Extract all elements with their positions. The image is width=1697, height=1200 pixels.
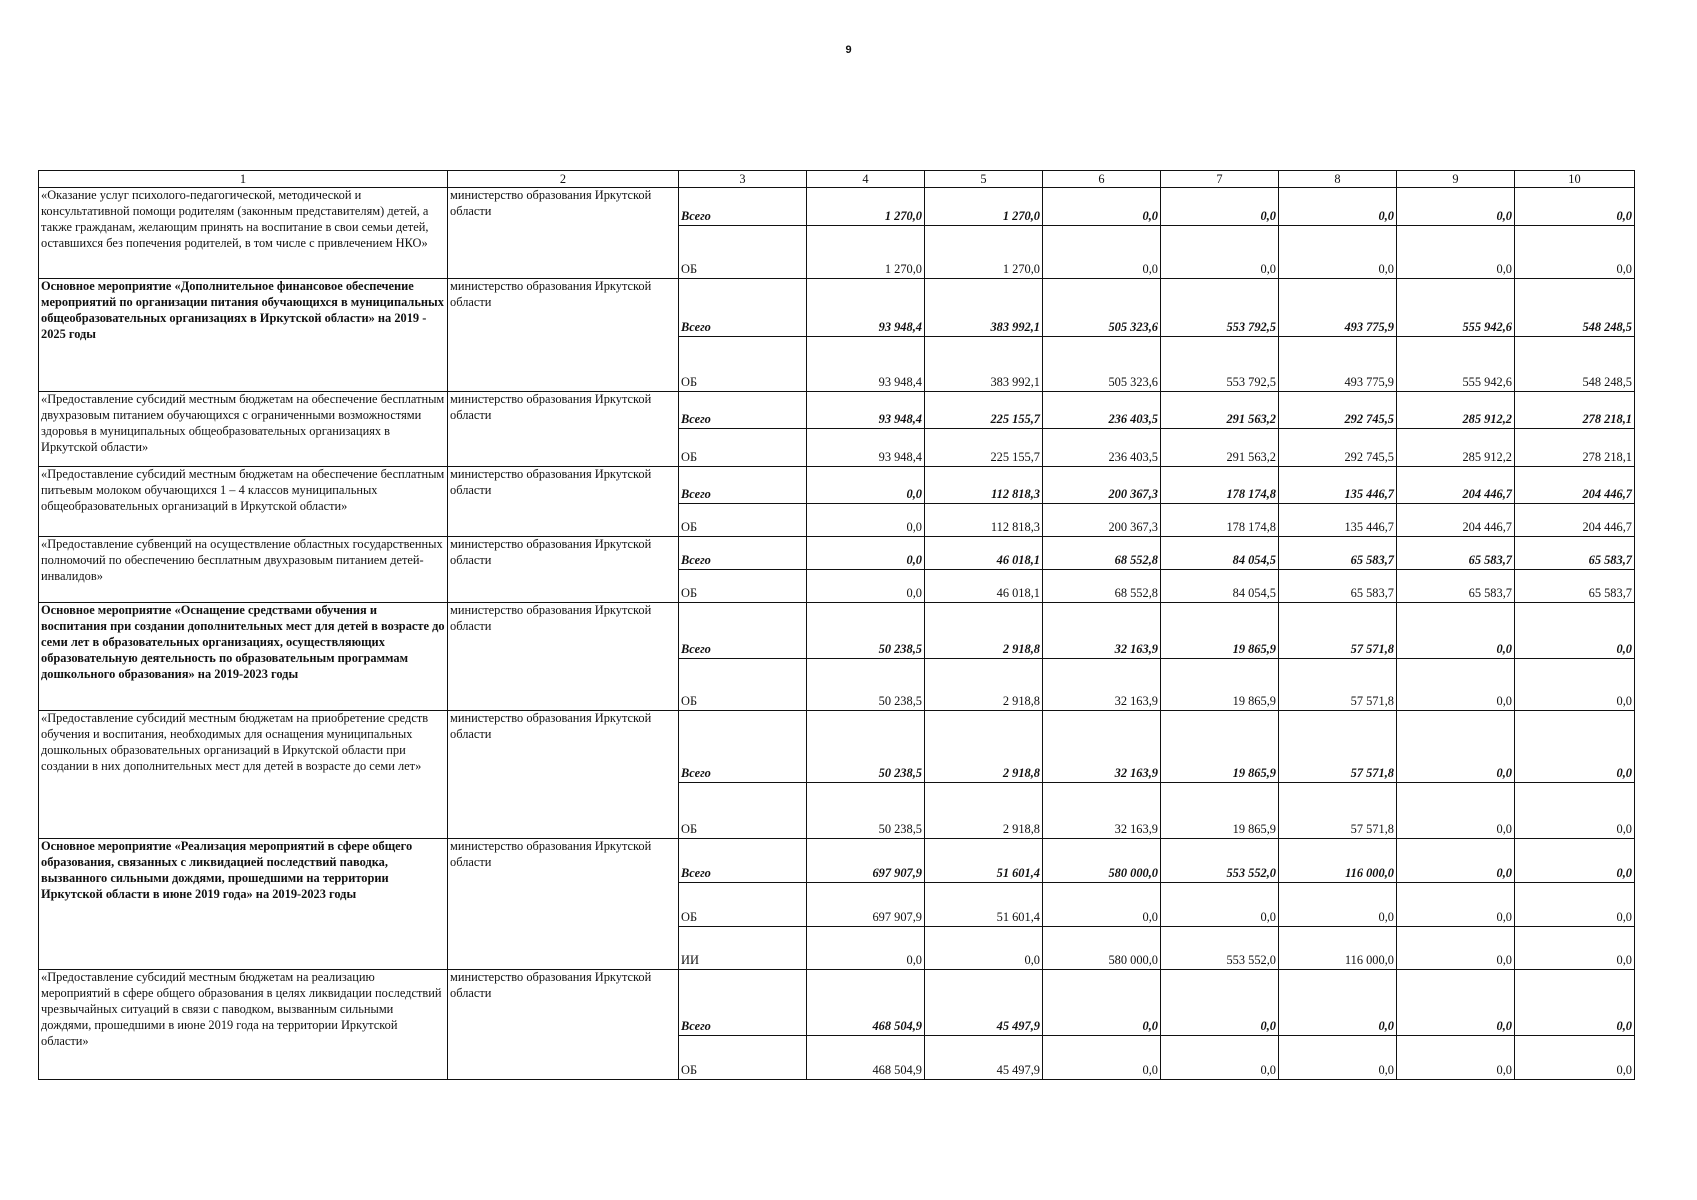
amount-cell: 0,0 [807,537,925,570]
amount-cell: 236 403,5 [1043,392,1161,429]
executor-cell: министерство образования Иркутской области [448,188,679,279]
budget-table [38,170,1635,1080]
page-number: 9 [845,44,852,56]
amount-cell: 204 446,7 [1397,467,1515,504]
table-row-total [39,392,1635,429]
amount-cell: 0,0 [1279,1036,1397,1080]
executor-cell: министерство образования Иркутской области [448,537,679,603]
amount-cell: 0,0 [1397,188,1515,226]
activity-description: «Предоставление субсидий местным бюджетам на обеспечение бесплатным питьевым молоком обучающихся 1 – 4 классов муниципальных общеобразовательных организаций в Иркутской области» [39,467,448,537]
column-header: 7 [1161,171,1279,188]
column-header: 2 [448,171,679,188]
amount-cell: 292 745,5 [1279,392,1397,429]
amount-cell: 0,0 [1515,1036,1635,1080]
amount-cell: 0,0 [1161,226,1279,279]
amount-cell: 93 948,4 [807,279,925,337]
amount-cell: 697 907,9 [807,839,925,883]
amount-cell: 178 174,8 [1161,467,1279,504]
activity-description: «Предоставление субсидий местным бюджетам на реализацию мероприятий в сфере общего образования в целях ликвидации последствий чрезвычайных ситуаций в связи с паводком, вызванным сильными дождями, прошедшими в июне 2019 года на территории Иркутской области» [39,970,448,1080]
amount-cell: 0,0 [1515,839,1635,883]
activity-description: Основное мероприятие «Дополнительное финансовое обеспечение мероприятий по организации питания обучающихся в муниципальных общеобразовательных организациях в Иркутской области» на 2019 - 2025 годы [39,279,448,392]
amount-cell: 0,0 [1397,711,1515,783]
amount-cell: 1 270,0 [807,188,925,226]
amount-cell: 225 155,7 [925,392,1043,429]
amount-cell: 0,0 [1279,188,1397,226]
table-row-total [39,188,1635,226]
amount-cell: 0,0 [1515,711,1635,783]
table-row-total [39,537,1635,570]
amount-cell: 383 992,1 [925,337,1043,392]
executor-cell: министерство образования Иркутской области [448,603,679,711]
amount-cell: 468 504,9 [807,1036,925,1080]
amount-cell: 555 942,6 [1397,279,1515,337]
amount-cell: 0,0 [1397,1036,1515,1080]
column-header: 10 [1515,171,1635,188]
activity-description: «Предоставление субсидий местным бюджетам на обеспечение бесплатным двухразовым питанием обучающихся с ограниченными возможностями здоровья в муниципальных общеобразовательных организациях в Иркутской области» [39,392,448,467]
amount-cell: 0,0 [807,467,925,504]
amount-cell: 32 163,9 [1043,783,1161,839]
amount-cell: 93 948,4 [807,392,925,429]
amount-cell: 0,0 [1397,883,1515,927]
amount-cell: 84 054,5 [1161,570,1279,603]
amount-cell: 32 163,9 [1043,711,1161,783]
amount-cell: 505 323,6 [1043,279,1161,337]
amount-cell: 493 775,9 [1279,279,1397,337]
amount-cell: 19 865,9 [1161,711,1279,783]
amount-cell: 65 583,7 [1279,537,1397,570]
amount-cell: 57 571,8 [1279,711,1397,783]
amount-cell: 178 174,8 [1161,504,1279,537]
amount-cell: 2 918,8 [925,603,1043,659]
table-row-total [39,711,1635,783]
amount-cell: 65 583,7 [1279,570,1397,603]
amount-cell: 65 583,7 [1515,537,1635,570]
column-header: 3 [679,171,807,188]
amount-cell: 383 992,1 [925,279,1043,337]
amount-cell: 112 818,3 [925,504,1043,537]
amount-cell: 0,0 [1515,659,1635,711]
amount-cell: 553 552,0 [1161,839,1279,883]
amount-cell: 68 552,8 [1043,570,1161,603]
column-header: 9 [1397,171,1515,188]
column-header: 1 [39,171,448,188]
amount-cell: 236 403,5 [1043,429,1161,467]
activity-description: Основное мероприятие «Оснащение средствами обучения и воспитания при создании дополнительных мест для детей в возрасте до семи лет в образовательных организациях, осуществляющих образовательную деятельность по образовательным программам дошкольного образования» на 2019-2023 годы [39,603,448,711]
amount-cell: 580 000,0 [1043,839,1161,883]
amount-cell: 93 948,4 [807,337,925,392]
amount-cell: 93 948,4 [807,429,925,467]
funding-source: ИИ [679,927,807,970]
amount-cell: 0,0 [1515,783,1635,839]
amount-cell: 548 248,5 [1515,337,1635,392]
amount-cell: 51 601,4 [925,883,1043,927]
amount-cell: 45 497,9 [925,1036,1043,1080]
amount-cell: 0,0 [1397,839,1515,883]
activity-description: «Предоставление субсидий местным бюджетам на приобретение средств обучения и воспитания, необходимых для оснащения муниципальных дошкольных образовательных организаций в Иркутской области при создании в них дополнительных мест для детей в возрасте до семи лет» [39,711,448,839]
amount-cell: 0,0 [1161,188,1279,226]
amount-cell: 0,0 [1043,226,1161,279]
amount-cell: 50 238,5 [807,783,925,839]
amount-cell: 0,0 [1515,188,1635,226]
amount-cell: 116 000,0 [1279,927,1397,970]
amount-cell: 548 248,5 [1515,279,1635,337]
amount-cell: 19 865,9 [1161,659,1279,711]
amount-cell: 2 918,8 [925,659,1043,711]
amount-cell: 84 054,5 [1161,537,1279,570]
amount-cell: 112 818,3 [925,467,1043,504]
amount-cell: 50 238,5 [807,659,925,711]
amount-cell: 135 446,7 [1279,467,1397,504]
amount-cell: 32 163,9 [1043,659,1161,711]
amount-cell: 580 000,0 [1043,927,1161,970]
amount-cell: 278 218,1 [1515,392,1635,429]
amount-cell: 225 155,7 [925,429,1043,467]
funding-source: ОБ [679,337,807,392]
amount-cell: 200 367,3 [1043,467,1161,504]
funding-source: Всего [679,188,807,226]
amount-cell: 0,0 [807,927,925,970]
funding-source: ОБ [679,504,807,537]
amount-cell: 1 270,0 [925,226,1043,279]
amount-cell: 0,0 [1515,970,1635,1036]
funding-source: Всего [679,537,807,570]
amount-cell: 0,0 [1161,1036,1279,1080]
amount-cell: 0,0 [1515,603,1635,659]
amount-cell: 278 218,1 [1515,429,1635,467]
amount-cell: 50 238,5 [807,603,925,659]
amount-cell: 291 563,2 [1161,392,1279,429]
amount-cell: 204 446,7 [1397,504,1515,537]
amount-cell: 0,0 [1043,188,1161,226]
amount-cell: 135 446,7 [1279,504,1397,537]
amount-cell: 1 270,0 [925,188,1043,226]
activity-description: «Оказание услуг психолого-педагогической, методической и консультативной помощи родителям (законным представителям) детей, а также гражданам, желающим принять на воспитание в свои семьи детей, оставшихся без попечения родителей, в том числе с привлечением НКО» [39,188,448,279]
column-header: 6 [1043,171,1161,188]
amount-cell: 65 583,7 [1515,570,1635,603]
amount-cell: 65 583,7 [1397,570,1515,603]
funding-source: ОБ [679,659,807,711]
amount-cell: 0,0 [1515,927,1635,970]
table-row-total [39,603,1635,659]
table-body [39,188,1635,1080]
funding-source: Всего [679,603,807,659]
amount-cell: 0,0 [807,504,925,537]
amount-cell: 0,0 [1397,659,1515,711]
amount-cell: 555 942,6 [1397,337,1515,392]
activity-description: Основное мероприятие «Реализация мероприятий в сфере общего образования, связанных с ликвидацией последствий паводка, вызванного сильными дождями, прошедшими на территории Иркутской области в июне 2019 года» на 2019-2023 годы [39,839,448,970]
amount-cell: 200 367,3 [1043,504,1161,537]
amount-cell: 0,0 [925,927,1043,970]
amount-cell: 493 775,9 [1279,337,1397,392]
amount-cell: 697 907,9 [807,883,925,927]
column-header: 8 [1279,171,1397,188]
amount-cell: 468 504,9 [807,970,925,1036]
amount-cell: 0,0 [1397,927,1515,970]
amount-cell: 0,0 [1279,883,1397,927]
amount-cell: 50 238,5 [807,711,925,783]
funding-source: ОБ [679,883,807,927]
funding-source: Всего [679,279,807,337]
executor-cell: министерство образования Иркутской области [448,839,679,970]
amount-cell: 0,0 [1043,883,1161,927]
table-row-total [39,839,1635,883]
amount-cell: 553 792,5 [1161,337,1279,392]
amount-cell: 0,0 [1397,970,1515,1036]
funding-source: ОБ [679,783,807,839]
amount-cell: 0,0 [1515,883,1635,927]
executor-cell: министерство образования Иркутской области [448,711,679,839]
amount-cell: 2 918,8 [925,711,1043,783]
amount-cell: 0,0 [1515,226,1635,279]
amount-cell: 291 563,2 [1161,429,1279,467]
amount-cell: 553 552,0 [1161,927,1279,970]
funding-source: ОБ [679,570,807,603]
amount-cell: 0,0 [1397,603,1515,659]
amount-cell: 0,0 [1397,226,1515,279]
table-row-total [39,467,1635,504]
amount-cell: 0,0 [1279,970,1397,1036]
amount-cell: 1 270,0 [807,226,925,279]
executor-cell: министерство образования Иркутской области [448,279,679,392]
activity-description: «Предоставление субвенций на осуществление областных государственных полномочий по обеспечению бесплатным двухразовым питанием детей-инвалидов» [39,537,448,603]
funding-source: ОБ [679,226,807,279]
executor-cell: министерство образования Иркутской области [448,970,679,1080]
amount-cell: 0,0 [807,570,925,603]
amount-cell: 19 865,9 [1161,603,1279,659]
amount-cell: 57 571,8 [1279,659,1397,711]
amount-cell: 57 571,8 [1279,783,1397,839]
amount-cell: 0,0 [1043,970,1161,1036]
amount-cell: 45 497,9 [925,970,1043,1036]
amount-cell: 65 583,7 [1397,537,1515,570]
amount-cell: 292 745,5 [1279,429,1397,467]
funding-source: Всего [679,839,807,883]
table-row-total [39,279,1635,337]
table-row-total [39,970,1635,1036]
amount-cell: 0,0 [1397,783,1515,839]
amount-cell: 0,0 [1279,226,1397,279]
amount-cell: 204 446,7 [1515,504,1635,537]
amount-cell: 46 018,1 [925,537,1043,570]
amount-cell: 57 571,8 [1279,603,1397,659]
amount-cell: 2 918,8 [925,783,1043,839]
amount-cell: 285 912,2 [1397,392,1515,429]
amount-cell: 0,0 [1161,970,1279,1036]
funding-source: Всего [679,970,807,1036]
column-header: 4 [807,171,925,188]
amount-cell: 51 601,4 [925,839,1043,883]
executor-cell: министерство образования Иркутской области [448,392,679,467]
amount-cell: 46 018,1 [925,570,1043,603]
header-row [39,171,1635,188]
amount-cell: 68 552,8 [1043,537,1161,570]
funding-source: ОБ [679,1036,807,1080]
amount-cell: 553 792,5 [1161,279,1279,337]
amount-cell: 505 323,6 [1043,337,1161,392]
amount-cell: 204 446,7 [1515,467,1635,504]
funding-source: Всего [679,711,807,783]
amount-cell: 19 865,9 [1161,783,1279,839]
amount-cell: 0,0 [1043,1036,1161,1080]
funding-source: Всего [679,467,807,504]
amount-cell: 32 163,9 [1043,603,1161,659]
funding-source: ОБ [679,429,807,467]
executor-cell: министерство образования Иркутской области [448,467,679,537]
funding-source: Всего [679,392,807,429]
amount-cell: 116 000,0 [1279,839,1397,883]
amount-cell: 285 912,2 [1397,429,1515,467]
amount-cell: 0,0 [1161,883,1279,927]
column-header: 5 [925,171,1043,188]
